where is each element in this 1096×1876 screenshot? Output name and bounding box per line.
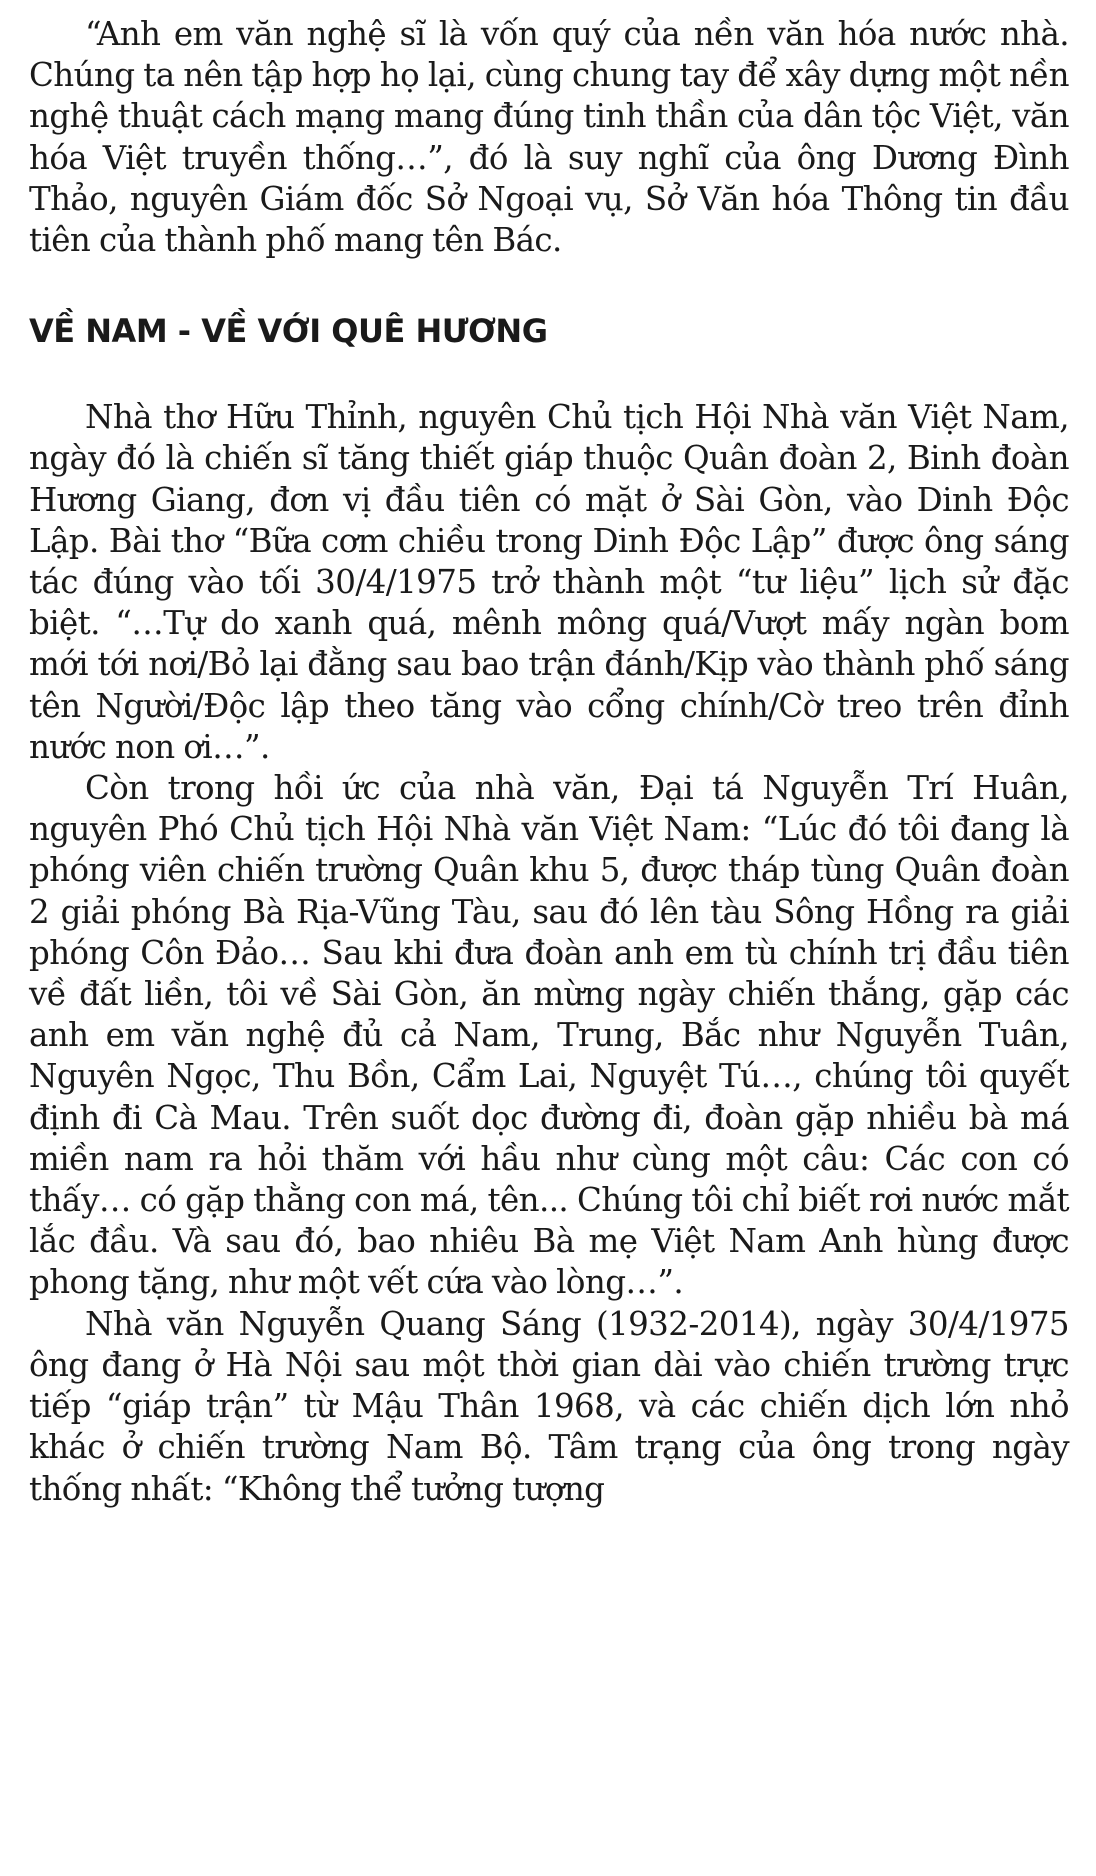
section-heading: VỀ NAM - VỀ VỚI QUÊ HƯƠNG xyxy=(29,312,548,351)
intro-paragraph: “Anh em văn nghệ sĩ là vốn quý của nền văn hóa nước nhà. Chúng ta nên tập hợp họ lại, cùng chung tay để xây dựng một nền nghệ thuật cách mạng mang đúng tinh thần của dân tộc Việt, văn hóa Việt truyền thống…”, đó là suy nghĩ của ông Dương Đình Thảo, nguyên Giám đốc Sở Ngoại vụ, Sở Văn hóa Thông tin đầu tiên của thành phố mang tên Bác. xyxy=(29,15,1069,260)
paragraph-nguyen-tri-huan: Còn trong hồi ức của nhà văn, Đại tá Nguyễn Trí Huân, nguyên Phó Chủ tịch Hội Nhà văn Việt Nam: “Lúc đó tôi đang là phóng viên chiến trường Quân khu 5, được tháp tùng Quân đoàn 2 giải phóng Bà Rịa-Vũng Tàu, sau đó lên tàu Sông Hồng ra giải phóng Côn Đảo… Sau khi đưa đoàn anh em tù chính trị đầu tiên về đất liền, tôi về Sài Gòn, ăn mừng ngày chiến thắng, gặp các anh em văn nghệ đủ cả Nam, Trung, Bắc như Nguyễn Tuân, Nguyên Ngọc, Thu Bồn, Cẩm Lai, Nguyệt Tú…, chúng tôi quyết định đi Cà Mau. Trên suốt dọc đường đi, đoàn gặp nhiều bà má miền nam ra hỏi thăm với hầu như cùng một câu: Các con có thấy… có gặp thằng con má, tên... Chúng tôi chỉ biết rơi nước mắt lắc đầu. Và sau đó, bao nhiêu Bà mẹ Việt Nam Anh hùng được phong tặng, như một vết cứa vào lòng…”. xyxy=(29,769,1069,1302)
document-page xyxy=(29,14,1069,1510)
paragraph-huu-thinh: Nhà thơ Hữu Thỉnh, nguyên Chủ tịch Hội Nhà văn Việt Nam, ngày đó là chiến sĩ tăng thiết giáp thuộc Quân đoàn 2, Binh đoàn Hương Giang, đơn vị đầu tiên có mặt ở Sài Gòn, vào Dinh Độc Lập. Bài thơ “Bữa cơm chiều trong Dinh Độc Lập” được ông sáng tác đúng vào tối 30/4/1975 trở thành một “tư liệu” lịch sử đặc biệt. “…Tự do xanh quá, mênh mông quá/Vượt mấy ngàn bom mới tới nơi/Bỏ lại đằng sau bao trận đánh/Kịp vào thành phố sáng tên Người/Độc lập theo tăng vào cổng chính/Cờ treo trên đỉnh nước non ơi…”. xyxy=(29,398,1069,766)
paragraph-nguyen-quang-sang: Nhà văn Nguyễn Quang Sáng (1932-2014), ngày 30/4/1975 ông đang ở Hà Nội sau một thời gian dài vào chiến trường trực tiếp “giáp trận” từ Mậu Thân 1968, và các chiến dịch lớn nhỏ khác ở chiến trường Nam Bộ. Tâm trạng của ông trong ngày thống nhất: “Không thể tưởng tượng xyxy=(29,1304,1069,1508)
